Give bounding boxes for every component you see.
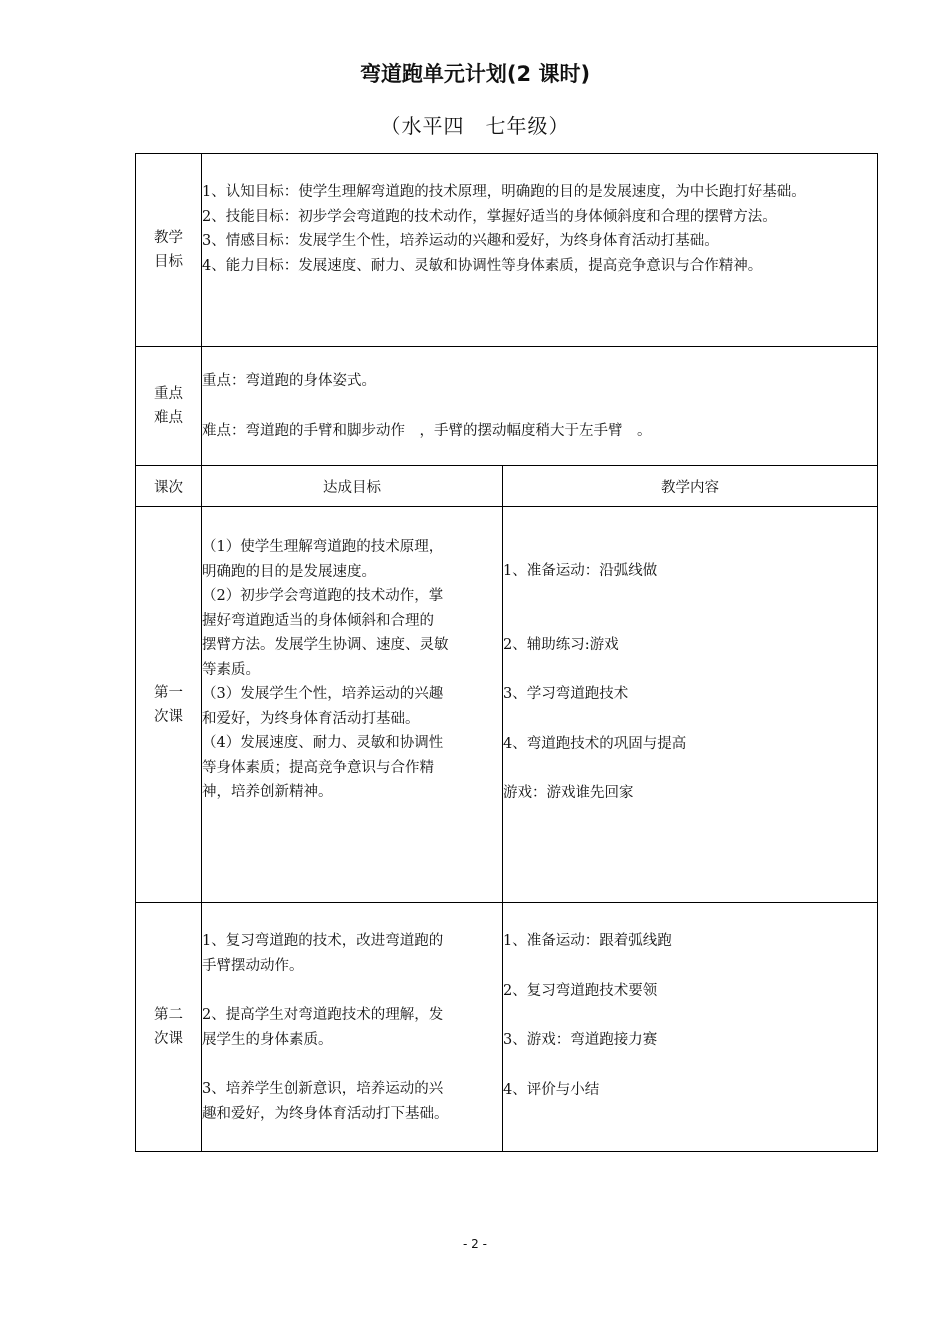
lesson1-goal-line: 等身体素质；提高竞争意识与合作精 [202, 759, 434, 776]
lesson2-goal-line: 3、培养学生创新意识，培养运动的兴 [202, 1081, 444, 1097]
key-point-difficulty: 难点：弯道跑的手臂和脚步动作 ，手臂的摆动幅度稍大于左手臂 。 [202, 422, 652, 439]
lesson1-goal-line: 和爱好，为终身体育活动打基础。 [202, 710, 420, 727]
key-point-focus: 重点：弯道跑的身体姿式。 [202, 373, 376, 389]
lesson1-goal-line: （3）发展学生个性，培养运动的兴趣 [202, 686, 444, 702]
lesson2-goal-line: 趣和爱好，为终身体育活动打下基础。 [202, 1105, 449, 1122]
lesson1-label-cell [136, 507, 202, 903]
lesson1-goal-line: 握好弯道跑适当的身体倾斜和合理的 [202, 612, 434, 629]
page-number: - 2 - [463, 1237, 487, 1251]
lesson2-content-item: 2、复习弯道跑技术要领 [503, 982, 658, 999]
lesson1-goal-line: 神，培养创新精神。 [202, 784, 333, 800]
lesson2-goal-line: 1、复习弯道跑的技术，改进弯道跑的 [202, 933, 444, 949]
header-goals: 达成目标 [202, 466, 503, 507]
lesson2-label-cell [136, 903, 202, 1152]
lesson1-content-item: 2、辅助练习:游戏 [503, 636, 619, 653]
lesson2-label-line: 第二 [154, 1007, 183, 1023]
key-points-label-line: 难点 [154, 410, 183, 426]
objective-item: 1、认知目标：使学生理解弯道跑的技术原理，明确跑的目的是发展速度，为中长跑打好基础。 [202, 184, 806, 200]
lesson2-goals-cell [202, 903, 503, 1152]
lesson1-content-cell [503, 507, 878, 903]
lesson1-goal-line: 等素质。 [202, 661, 260, 678]
unit-plan-table [135, 153, 878, 1152]
objectives-content-cell [202, 154, 878, 347]
key-points-label-cell [136, 347, 202, 466]
lesson2-label-line: 次课 [154, 1031, 183, 1047]
lesson1-goal-line: 摆臂方法。发展学生协调、速度、灵敏 [202, 637, 449, 653]
lesson1-goal-line: 明确跑的目的是发展速度。 [202, 563, 376, 580]
objectives-label-cell [136, 154, 202, 347]
lesson2-content-item: 3、游戏：弯道跑接力赛 [503, 1032, 658, 1048]
lesson1-goal-line: （4）发展速度、耐力、灵敏和协调性 [202, 735, 444, 751]
table-header-row [136, 466, 878, 507]
objectives-label-line: 教学 [154, 230, 183, 246]
lesson1-content-item: 3、学习弯道跑技术 [503, 686, 629, 702]
objectives-row [136, 154, 878, 347]
key-points-content-cell [202, 347, 878, 466]
lesson2-content-cell [503, 903, 878, 1152]
lesson1-goal-line: （1）使学生理解弯道跑的技术原理， [202, 539, 444, 555]
key-points-row [136, 347, 878, 466]
document-subtitle: （水平四 七年级） [380, 114, 570, 138]
lesson1-goal-line: （2）初步学会弯道跑的技术动作，掌 [202, 588, 444, 604]
objectives-label-line: 目标 [154, 254, 183, 270]
lesson1-label-line: 第一 [154, 684, 183, 701]
key-points-label-line: 重点 [154, 386, 183, 402]
lesson1-content-item: 游戏：游戏谁先回家 [503, 785, 634, 801]
lesson1-content-item: 4、弯道跑技术的巩固与提高 [503, 735, 687, 752]
lesson2-goal-line: 展学生的身体素质。 [202, 1031, 333, 1048]
lesson1-label-line: 次课 [154, 708, 183, 725]
lesson1-content-item: 1、准备运动：沿弧线做 [503, 563, 658, 579]
objective-item: 4、能力目标：发展速度、耐力、灵敏和协调性等身体素质，提高竞争意识与合作精神。 [202, 257, 763, 274]
header-content: 教学内容 [503, 466, 878, 507]
lesson2-goal-line: 2、提高学生对弯道跑技术的理解，发 [202, 1007, 444, 1023]
lesson2-row [136, 903, 878, 1152]
document-title: 弯道跑单元计划(2 课时) [359, 62, 591, 86]
objective-item: 2、技能目标：初步学会弯道跑的技术动作，掌握好适当的身体倾斜度和合理的摆臂方法。 [202, 208, 777, 225]
header-lesson: 课次 [136, 466, 202, 507]
lesson1-row [136, 507, 878, 903]
lesson2-content-item: 1、准备运动：跟着弧线跑 [503, 933, 672, 949]
lesson2-goal-line: 手臂摆动动作。 [202, 957, 304, 974]
lesson2-content-item: 4、评价与小结 [503, 1081, 600, 1098]
lesson1-goals-cell [202, 507, 503, 903]
objective-item: 3、情感目标：发展学生个性，培养运动的兴趣和爱好，为终身体育活动打基础。 [202, 233, 719, 249]
